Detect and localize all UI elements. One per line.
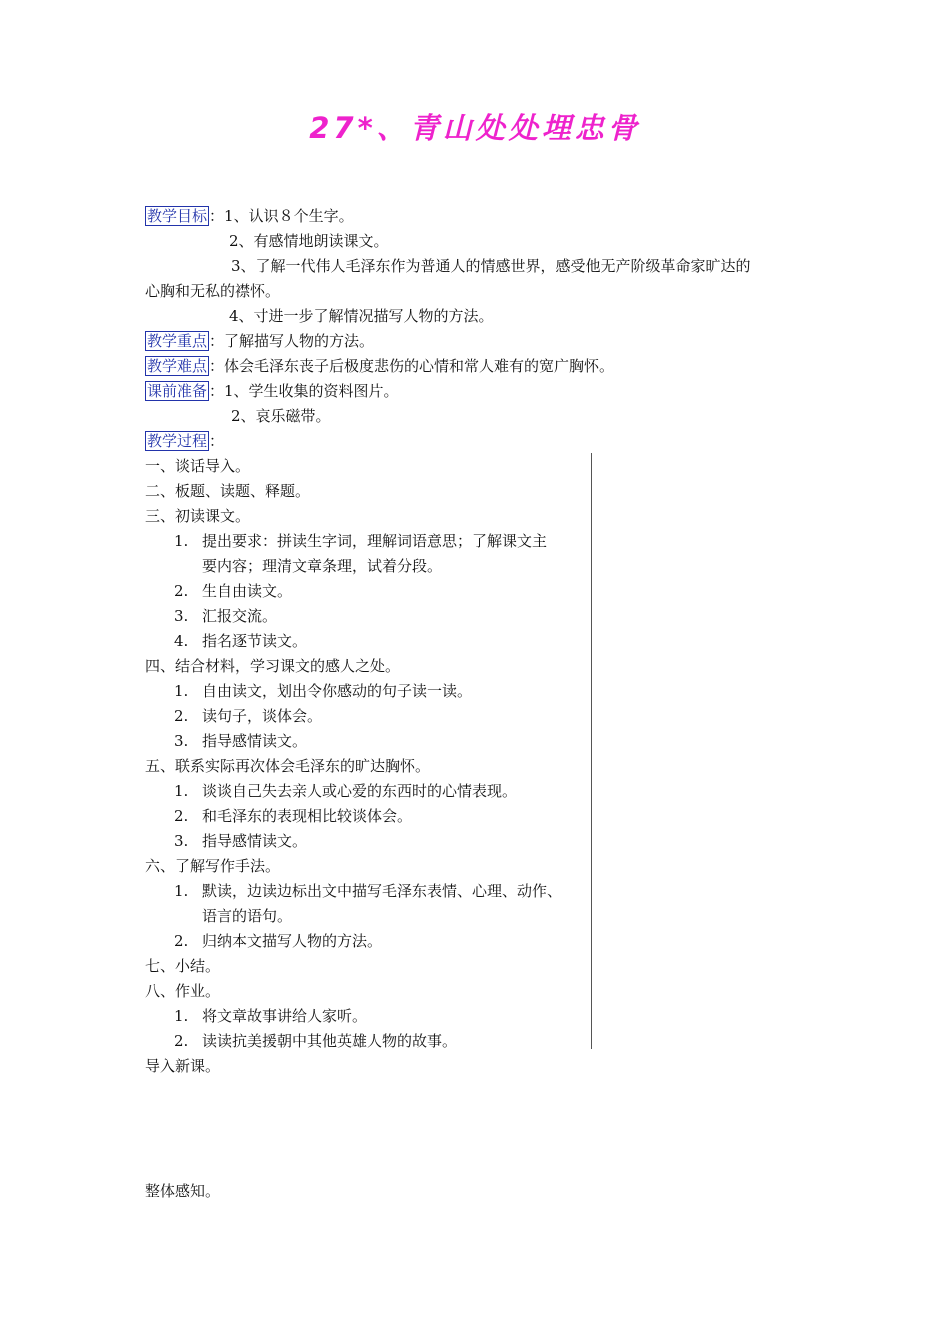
process-item-number: 2. xyxy=(174,1032,189,1050)
process-item-text: 提出要求：拼读生字词，理解词语意思；了解课文主 xyxy=(202,532,548,550)
process-item-number: 2. xyxy=(174,807,189,825)
objective-1: 1、认识８个生字。 xyxy=(224,207,354,225)
process-item-number: 4. xyxy=(174,632,189,650)
process-item-text: 读读抗美援朝中其他英雄人物的故事。 xyxy=(202,1032,458,1050)
objective-3-cont: 心胸和无私的襟怀。 xyxy=(145,282,281,300)
process-item-text: 生自由读文。 xyxy=(202,582,293,600)
prep-item-2: 2、哀乐磁带。 xyxy=(231,407,331,425)
prep-item-1: ：1、学生收集的资料图片。 xyxy=(209,382,399,400)
process-heading: 六、了解写作手法。 xyxy=(145,857,281,875)
page-title: 27*、青山处处埋忠骨 xyxy=(309,111,641,145)
process-item-continuation: 要内容；理清文章条理，试着分段。 xyxy=(202,557,443,575)
process-heading: 一、谈话导入。 xyxy=(145,457,251,475)
prep-label: 课前准备 xyxy=(147,382,208,400)
difficulty-row xyxy=(145,356,614,376)
process-sep: ： xyxy=(209,432,225,450)
process-item-number: 1. xyxy=(174,1007,189,1025)
process-heading: 八、作业。 xyxy=(145,982,221,1000)
key-point-label: 教学重点 xyxy=(147,332,208,350)
process-item-text: 指导感情读文。 xyxy=(202,832,308,850)
process-item-text: 和毛泽东的表现相比较谈体会。 xyxy=(202,807,413,825)
process-item xyxy=(174,606,277,626)
process-item xyxy=(174,631,307,651)
key-point-text: ：了解描写人物的方法。 xyxy=(209,332,375,350)
process-item-number: 1. xyxy=(174,782,189,800)
process-item-number: 3. xyxy=(174,607,189,625)
process-heading: 五、联系实际再次体会毛泽东的旷达胸怀。 xyxy=(145,757,431,775)
process-item-text: 指导感情读文。 xyxy=(202,732,308,750)
key-point-row xyxy=(145,331,374,351)
objective-3: 3、了解一代伟人毛泽东作为普通人的情感世界，感受他无产阶级革命家旷达的 xyxy=(231,257,751,275)
process-item xyxy=(174,706,322,726)
objectives-row xyxy=(145,206,354,226)
side-note-2: 整体感知。 xyxy=(145,1182,221,1200)
process-item xyxy=(174,531,547,551)
process-label: 教学过程 xyxy=(147,432,208,450)
process-item-text: 汇报交流。 xyxy=(202,607,278,625)
process-item-text: 自由读文，划出令你感动的句子读一读。 xyxy=(202,682,473,700)
process-item-number: 1. xyxy=(174,882,189,900)
process-item-text: 读句子，谈体会。 xyxy=(202,707,323,725)
process-item-number: 3. xyxy=(174,832,189,850)
process-item-text: 谈谈自己失去亲人或心爱的东西时的心情表现。 xyxy=(202,782,518,800)
process-item-number: 2. xyxy=(174,932,189,950)
process-heading: 二、板题、读题、释题。 xyxy=(145,482,311,500)
process-item-number: 1. xyxy=(174,532,189,550)
process-heading: 七、小结。 xyxy=(145,957,221,975)
process-item-text: 指名逐节读文。 xyxy=(202,632,308,650)
process-item xyxy=(174,931,382,951)
objective-2: 2、有感情地朗读课文。 xyxy=(229,232,389,250)
process-item xyxy=(174,781,517,801)
process-item-continuation: 语言的语句。 xyxy=(202,907,293,925)
process-row xyxy=(145,431,224,451)
process-item xyxy=(174,831,307,851)
process-item xyxy=(174,731,307,751)
prep-row xyxy=(145,381,399,401)
difficulty-text: ：体会毛泽东丧子后极度悲伤的心情和常人难有的宽广胸怀。 xyxy=(209,357,615,375)
process-item-text: 将文章故事讲给人家听。 xyxy=(202,1007,368,1025)
process-item xyxy=(174,581,292,601)
process-item xyxy=(174,1006,367,1026)
process-heading: 三、初读课文。 xyxy=(145,507,251,525)
process-item xyxy=(174,881,562,901)
process-item-number: 2. xyxy=(174,707,189,725)
process-item xyxy=(174,1031,457,1051)
process-item-text: 归纳本文描写人物的方法。 xyxy=(202,932,383,950)
process-item-number: 2. xyxy=(174,582,189,600)
process-item-number: 3. xyxy=(174,732,189,750)
side-note-1: 导入新课。 xyxy=(145,1057,221,1075)
objectives-label: 教学目标 xyxy=(147,207,208,225)
difficulty-label: 教学难点 xyxy=(147,357,208,375)
objectives-sep: ： xyxy=(209,207,225,225)
process-item-text: 默读，边读边标出文中描写毛泽东表情、心理、动作、 xyxy=(202,882,563,900)
process-item-number: 1. xyxy=(174,682,189,700)
process-item xyxy=(174,806,412,826)
process-item xyxy=(174,681,472,701)
process-heading: 四、结合材料，学习课文的感人之处。 xyxy=(145,657,401,675)
column-divider xyxy=(591,453,592,1049)
objective-4: 4、寸进一步了解情况描写人物的方法。 xyxy=(229,307,494,325)
